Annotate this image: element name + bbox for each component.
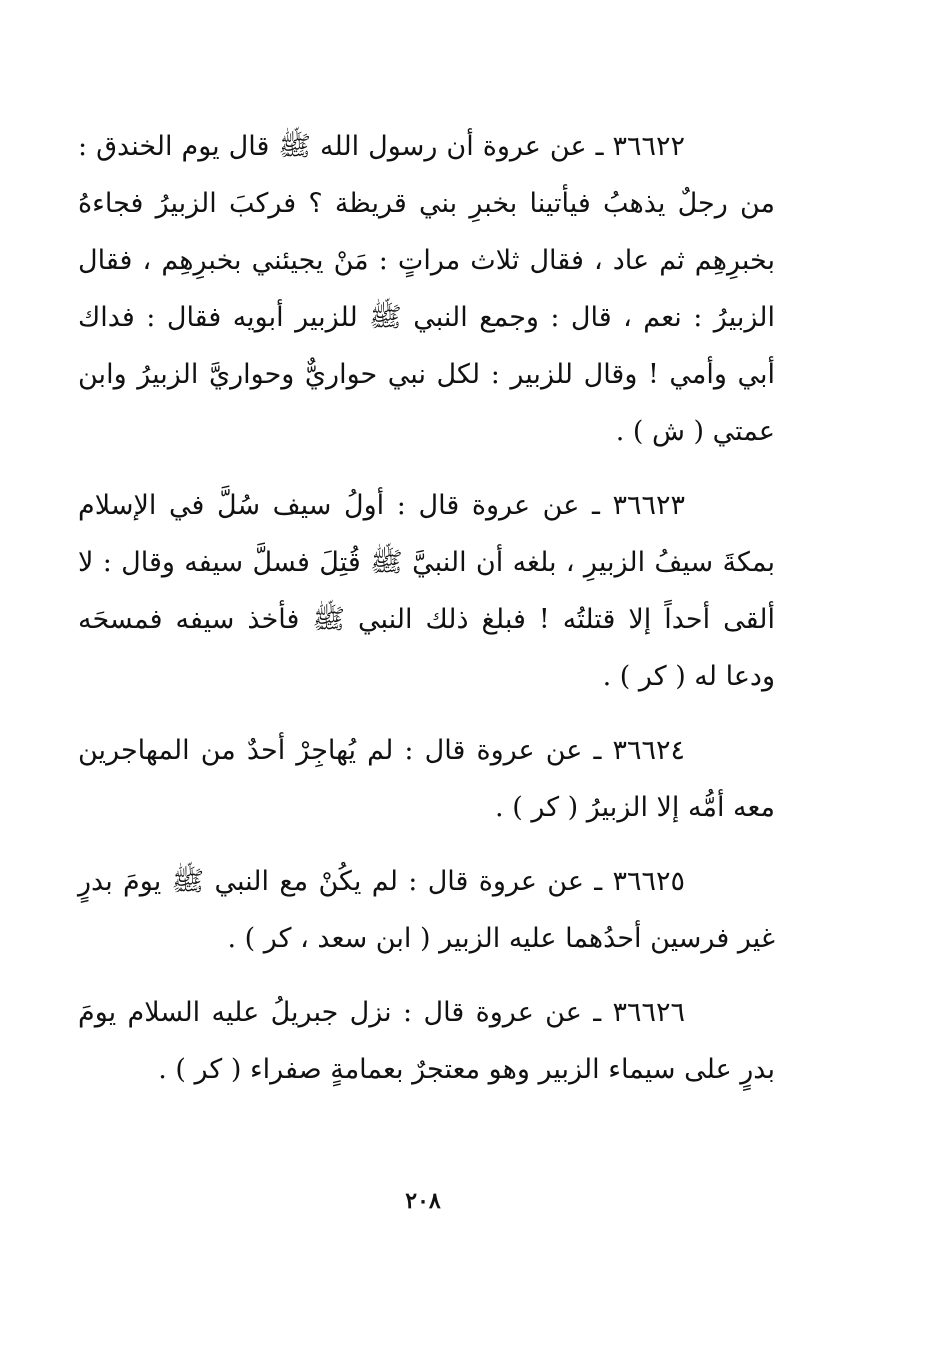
hadith-list (78, 118, 775, 1115)
hadith-text: عن عروة قال : أولُ سيف سُلَّ في الإسلام بمكةَ سيفُ الزبيرِ ، بلغه أن النبيَّ ﷺ قُتِلَ فسلَّ سيفه وقال : لا ألقى أحداً إلا قتلتُه ! فبلغ ذلك النبي ﷺ فأخذ سيفه فمسحَه ودعا له ( كر ) . (78, 490, 775, 692)
hadith-number: ٣٦٦٢٣ (612, 490, 686, 521)
hadith-text: عن عروة أن رسول الله ﷺ قال يوم الخندق : من رجلٌ يذهبُ فيأتينا بخبرِ بني قريظة ؟ فركبَ الزبيرُ فجاءهُ بخبرِهِم ثم عاد ، فقال ثلاث مراتٍ : مَنْ يجيئني بخبرِهِم ، فقال الزبيرُ : نعم ، قال : وجمع النبي ﷺ للزبير أبويه فقال : فداك أبي وأمي ! وقال للزبير : لكل نبي حواريٌّ وحواريَّ الزبيرُ وابن عمتي ( ش ) . (78, 131, 775, 447)
hadith-36623: ٣٦٦٢٣ ـ عن عروة قال : أولُ سيف سُلَّ في الإسلام بمكةَ سيفُ الزبيرِ ، بلغه أن النبيَّ ﷺ قُتِلَ فسلَّ سيفه وقال : لا ألقى أحداً إلا قتلتُه ! فبلغ ذلك النبي ﷺ فأخذ سيفه فمسحَه ودعا له ( كر ) . (78, 490, 775, 692)
hadith-36624: ٣٦٦٢٤ ـ عن عروة قال : لم يُهاجِرْ أحدٌ من المهاجرين معه أمُّه إلا الزبيرُ ( كر ) . (78, 735, 775, 823)
hadith-text: عن عروة قال : لم يكُنْ مع النبي ﷺ يومَ بدرٍ غير فرسين أحدُهما عليه الزبير ( ابن سعد ، كر ) . (78, 866, 775, 954)
hadith-36622: ٣٦٦٢٢ ـ عن عروة أن رسول الله ﷺ قال يوم الخندق : من رجلٌ يذهبُ فيأتينا بخبرِ بني قريظة ؟ فركبَ الزبيرُ فجاءهُ بخبرِهِم ثم عاد ، فقال ثلاث مراتٍ : مَنْ يجيئني بخبرِهِم ، فقال الزبيرُ : نعم ، قال : وجمع النبي ﷺ للزبير أبويه فقال : فداك أبي وأمي ! وقال للزبير : لكل نبي حواريٌّ وحواريَّ الزبيرُ وابن عمتي ( ش ) . (78, 131, 775, 447)
hadith-number: ٣٦٦٢٤ (612, 735, 686, 766)
page-number: ٢٠٨ (405, 1188, 441, 1214)
hadith-36625: ٣٦٦٢٥ ـ عن عروة قال : لم يكُنْ مع النبي ﷺ يومَ بدرٍ غير فرسين أحدُهما عليه الزبير ( ابن سعد ، كر ) . (78, 866, 775, 954)
hadith-number: ٣٦٦٢٥ (612, 866, 685, 897)
hadith-36626: ٣٦٦٢٦ ـ عن عروة قال : نزل جبريلُ عليه السلام يومَ بدرٍ على سيماء الزبير وهو معتجرٌ بعمامةٍ صفراء ( كر ) . (78, 997, 775, 1085)
hadith-text: عن عروة قال : لم يُهاجِرْ أحدٌ من المهاجرين معه أمُّه إلا الزبيرُ ( كر ) . (78, 735, 775, 823)
hadith-text: عن عروة قال : نزل جبريلُ عليه السلام يومَ بدرٍ على سيماء الزبير وهو معتجرٌ بعمامةٍ صفراء ( كر ) . (78, 997, 775, 1085)
hadith-number: ٣٦٦٢٢ (612, 131, 685, 162)
hadith-number: ٣٦٦٢٦ (612, 997, 685, 1028)
